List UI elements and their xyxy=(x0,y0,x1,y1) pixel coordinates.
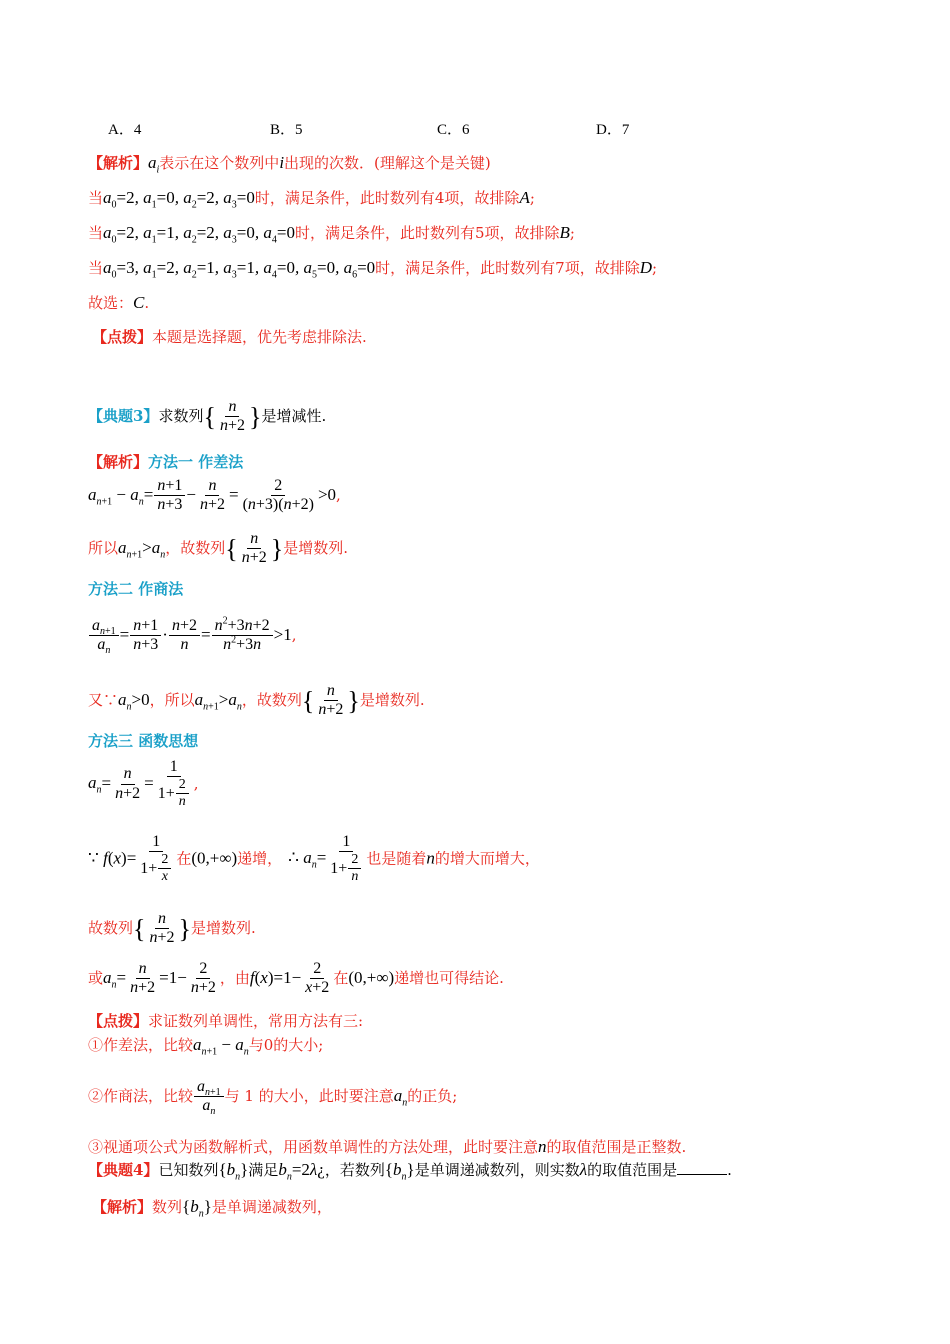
tip-item-text2: 与0的大小; xyxy=(248,1036,324,1054)
case-prefix: 当 xyxy=(88,224,104,242)
example-label: 【典题4】 xyxy=(88,1161,159,1179)
example-text3: ，若数列 xyxy=(324,1161,385,1179)
tip-item-text: ③视通项公式为函数解析式，用函数单调性的方法处理，此时要注意 xyxy=(88,1138,539,1156)
answer-text: 故选： xyxy=(88,294,134,312)
or-text2: ，由 xyxy=(219,968,250,987)
choice-c: C．6 xyxy=(437,122,470,138)
method-2-title: 方法二 作商法 xyxy=(88,580,184,598)
solution-text2: 是单调递减数列， xyxy=(211,1198,332,1216)
case-prefix: 当 xyxy=(88,259,104,277)
tip-item-text3: 的正负; xyxy=(407,1086,458,1105)
method-1-conclusion: 所以$a_{n+1}>a_n$，故数列{ $\frac{n}{n+2}$ }是增数列. xyxy=(88,530,349,567)
example-text2: 满足 xyxy=(248,1161,279,1179)
conclusion-text: ，所以 xyxy=(149,690,195,709)
increase-text: 递增， xyxy=(237,849,283,868)
tip-item-text: ①作差法，比较 xyxy=(88,1036,194,1054)
example-3-title: 【典题3】求数列{ $\frac{n}{n+2}$ }是增减性. xyxy=(88,398,327,435)
tip-label: 【点拨】 xyxy=(92,328,153,346)
method-3-alternative: 或$a_n=$ $\frac{n}{n+2}$ =1− $\frac{2}{n+2}$ ，由f(x)=1− $\frac{2}{x+2}$ 在(0,+∞)递增也可得结论. xyxy=(88,960,504,997)
analysis-line: 【解析】$a_i$表示在这个数列中i出现的次数．(理解这个是关键) xyxy=(88,153,491,176)
case-line-2: 当$a_0=2$, $a_1=1$, $a_2=2$, $a_3=0$, $a_4=0$时，满足条件，此时数列有5项，故排除B; xyxy=(88,223,575,246)
tip-label: 【点拨】 xyxy=(88,1012,149,1030)
case-line-1: 当$a_0=2$, $a_1=0$, $a_2=2$, $a_3=0$时，满足条件，此时数列有4项，故排除A; xyxy=(88,188,535,211)
in-text: 在 xyxy=(176,849,192,868)
answer-line: 故选：C. xyxy=(88,293,150,312)
case-text: 时，满足条件，此时数列有7项，故排除 xyxy=(375,259,640,277)
method-1-title: 方法一 作差法 xyxy=(148,453,244,471)
method-3-function: ∵ f(x)= 1 1+ 2 x 在(0,+∞)递增， ∴ $a_n=$ 1 1+ 2 n 也是随着n的增大而增大， xyxy=(88,833,540,885)
tip-text: 求证数列单调性，常用方法有三: xyxy=(148,1012,364,1030)
tip-item-text2: 的取值范围是正整数. xyxy=(546,1138,687,1156)
or-text: 或 xyxy=(88,968,104,987)
tip-3-item-1: ①作差法，比较$a_{n+1} - a_n$与0的大小; xyxy=(88,1035,324,1058)
or-text3: 在 xyxy=(333,968,349,987)
example-text2: 是增减性. xyxy=(261,406,327,425)
solution-text: 数列 xyxy=(152,1198,183,1216)
conclusion-pre: 又∵ xyxy=(88,690,119,709)
example-text: 求数列 xyxy=(158,406,204,425)
example-text5: 的取值范围是 xyxy=(587,1161,678,1179)
solution-label: 【解析】 xyxy=(92,1198,153,1216)
method-2-conclusion: 又$\because a_n>0$，所以$a_{n+1}>a_n$，故数列{ $\frac{n}{n+2}$ }是增数列. xyxy=(88,682,425,719)
example-text6: . xyxy=(727,1161,732,1179)
tip-3-line xyxy=(88,1012,363,1030)
tip-line xyxy=(92,328,367,346)
method-3-conclusion: 故数列{ $\frac{n}{n+2}$ }是增数列. xyxy=(88,910,256,947)
case-line-3: 当$a_0=3$, $a_1=2$, $a_2=1$, $a_3=1$, $a_4=0$, $a_5=0$, $a_6=0$时，满足条件，此时数列有7项，故排除D; xyxy=(88,258,658,281)
case-prefix: 当 xyxy=(88,189,104,207)
method-3-formula: $a_n=$ $\frac{n}{n+2}$ = 1 1+ 2 n , xyxy=(88,758,199,810)
answer-blank xyxy=(677,1160,727,1175)
analysis-text: 表示在这个数列中 xyxy=(159,154,280,172)
method-2-formula: $\frac{a_{n+1}}{a_n}$ = $\frac{n+1}{n+3}$ · $\frac{n+2}{n}$ = $\frac{n^2+3n+2}{n^2+3n}$ >1, xyxy=(88,617,297,655)
or-text4: 递增也可得结论. xyxy=(394,968,504,987)
conclusion-text2: ，故数列 xyxy=(165,538,226,557)
also-text: 也是随着 xyxy=(366,849,427,868)
also-text2: 的增大而增大， xyxy=(434,849,540,868)
choice-b: B．5 xyxy=(270,122,303,138)
example-4-solution: 【解析】数列$\{b_n\}$是单调递减数列， xyxy=(92,1197,332,1220)
example-text4: 是单调递减数列，则实数 xyxy=(414,1161,580,1179)
conclusion-text3: 是增数列. xyxy=(283,538,349,557)
case-text: 时，满足条件，此时数列有5项，故排除 xyxy=(294,224,560,242)
example-label: 【典题3】 xyxy=(88,406,159,425)
conclusion-text3: 是增数列. xyxy=(359,690,425,709)
tip-text: 本题是选择题，优先考虑排除法. xyxy=(152,328,367,346)
choice-a: A．4 xyxy=(108,122,142,138)
method-1-formula: $a_{n+1} - a_n=$ $\frac{n+1}{n+3}$ − $\frac{n}{n+2}$ = $\frac{2}{(n+3)(n+2)}$ >0, xyxy=(88,477,341,514)
solution-label: 【解析】 xyxy=(88,453,149,471)
tip-3-item-3: ③视通项公式为函数解析式，用函数单调性的方法处理，此时要注意n的取值范围是正整数. xyxy=(88,1137,687,1156)
conclusion-text2: 是增数列. xyxy=(191,918,256,937)
conclusion-text: 所以 xyxy=(88,538,119,557)
method-3-title: 方法三 函数思想 xyxy=(88,732,199,750)
case-text: 时，满足条件，此时数列有4项，故排除 xyxy=(254,189,520,207)
analysis-text2: 出现的次数．(理解这个是关键) xyxy=(284,154,491,172)
tip-item-text2: 与 1 的大小，此时要注意 xyxy=(224,1086,394,1105)
analysis-label: 【解析】 xyxy=(88,154,149,172)
solution-label-line xyxy=(88,453,243,471)
conclusion-text: 故数列 xyxy=(88,918,134,937)
tip-item-text: ②作商法，比较 xyxy=(88,1086,194,1105)
conclusion-text2: ，故数列 xyxy=(241,690,302,709)
tip-3-item-2: ②作商法，比较 $\frac{a_{n+1}}{a_n}$ 与 1 的大小，此时要注意$a_n$的正负; xyxy=(88,1078,458,1118)
choice-d: D．7 xyxy=(596,122,630,138)
example-text: 已知数列 xyxy=(158,1161,219,1179)
example-4-title: 【典题4】已知数列$\{b_n\}$满足$b_n=2\lambda¿$，若数列$\{b_n\}$是单调递减数列，则实数λ的取值范围是 . xyxy=(88,1160,732,1183)
